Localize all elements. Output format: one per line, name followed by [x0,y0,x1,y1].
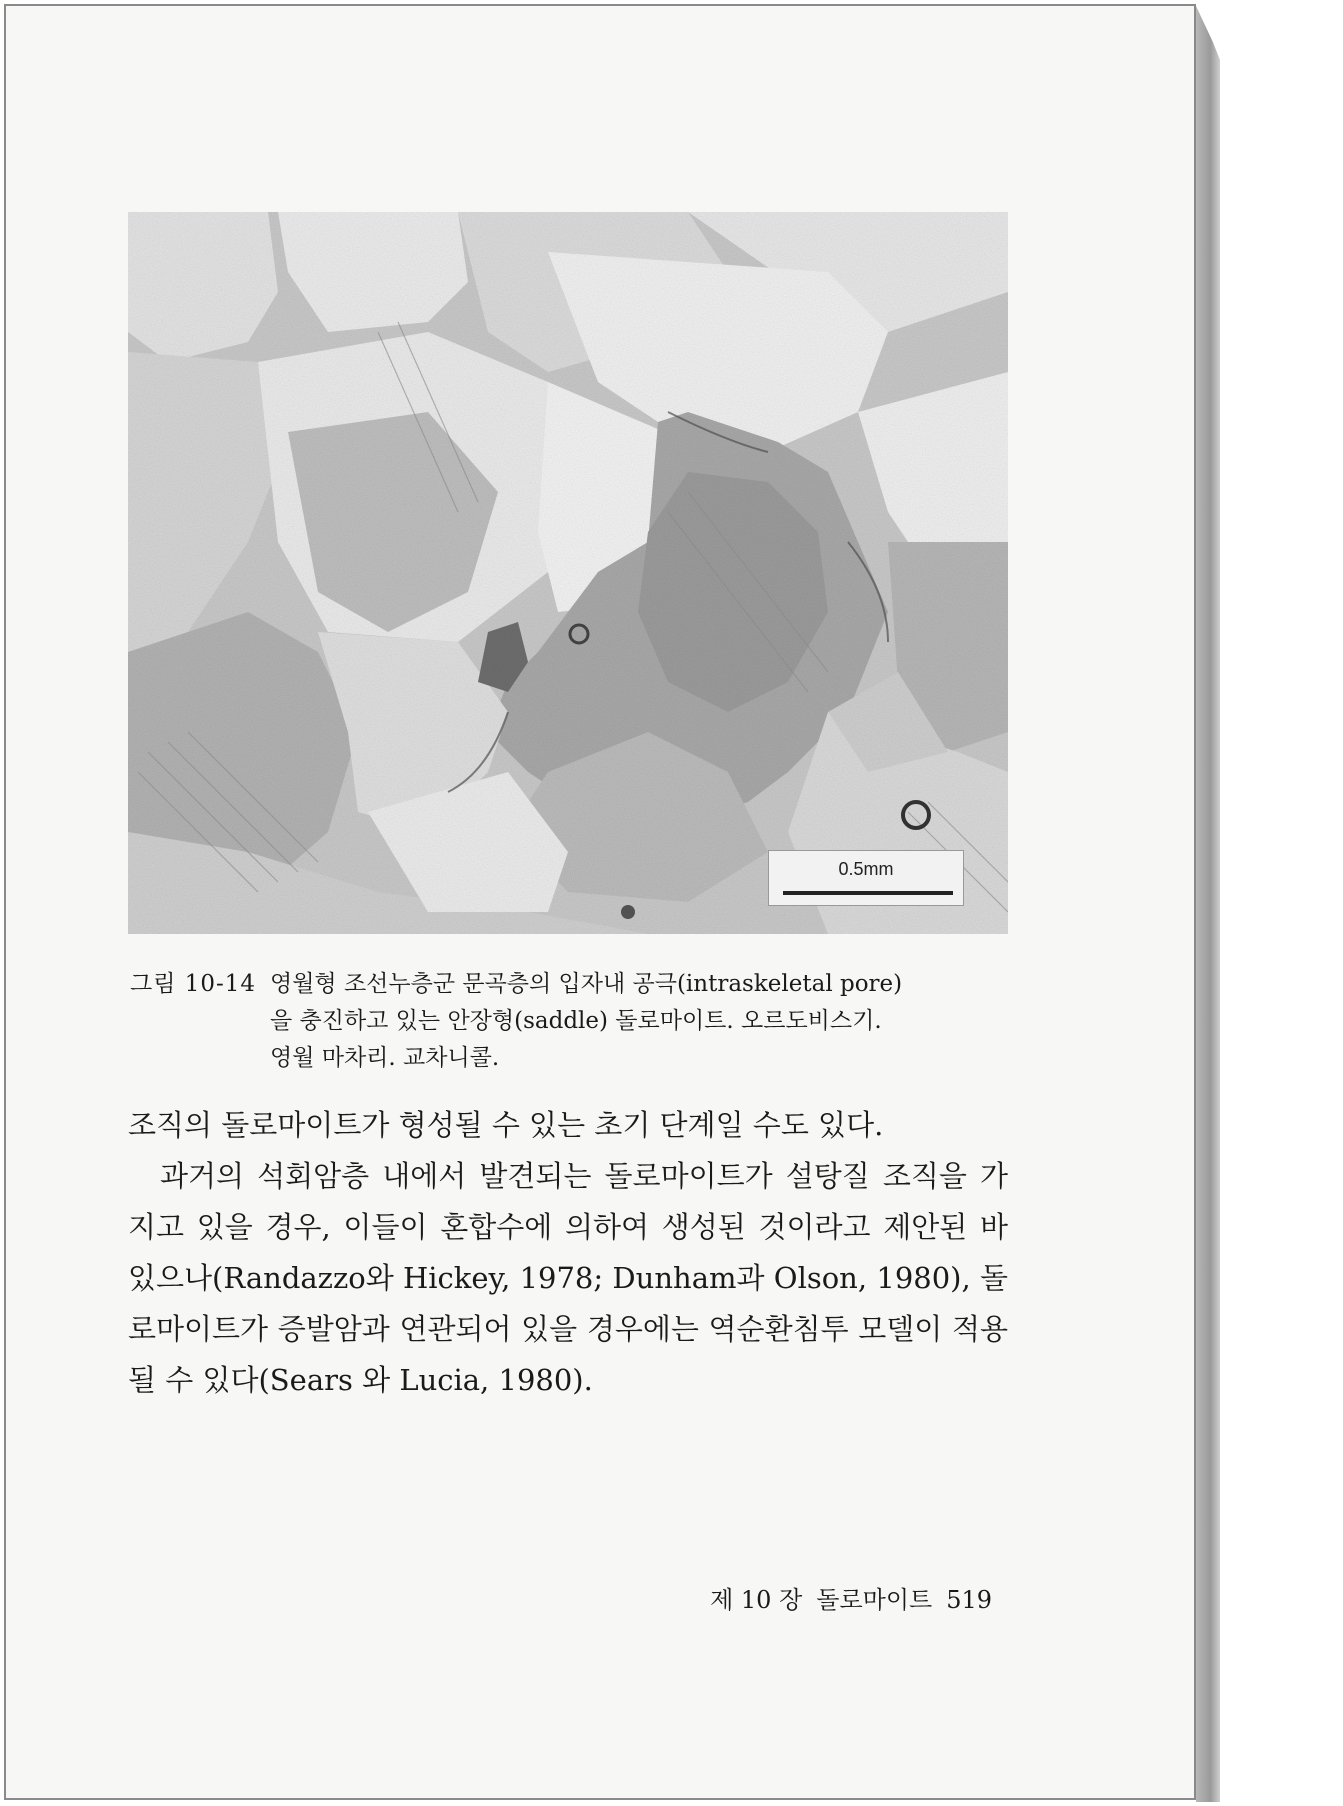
page-edge-shadow [1196,6,1220,1802]
scale-bar-line [783,891,953,895]
caption-text [270,966,1010,1077]
chapter-title: 돌로마이트 [816,1586,933,1614]
caption-number: 그림 10-14 [130,971,257,997]
paragraph: 과거의 석회암층 내에서 발견되는 돌로마이트가 설탕질 조직을 가지고 있을 경우, 이들이 혼합수에 의하여 생성된 것이라고 제안된 바 있으나(Randazzo와 Hickey, 1978; Dunham과 Olson, 1980), 돌로마이트가 증발암과 연관되어 있을 경우에는 역순환침투 모델이 적용될 수 있다(Sears 와 Lucia, 1980). [128,1159,1008,1397]
chapter-label: 제 10 장 [710,1586,803,1614]
caption-line: 을 충진하고 있는 안장형(saddle) 돌로마이트. 오르도비스기. [270,1008,882,1034]
micrograph-photo [128,212,1008,934]
body-text [128,1100,1008,1406]
caption-line: 영월 마차리. 교차니콜. [270,1045,500,1071]
caption-line: 영월형 조선누층군 문곡층의 입자내 공극(intraskeletal pore) [270,971,903,997]
paragraph: 조직의 돌로마이트가 형성될 수 있는 초기 단계일 수도 있다. [128,1108,884,1142]
page-footer [680,1580,992,1615]
scale-bar-label: 0.5mm [838,859,894,879]
micrograph-image [128,212,1008,934]
page-number: 519 [946,1586,992,1614]
scale-bar [768,850,964,906]
figure-caption [130,966,1010,1077]
